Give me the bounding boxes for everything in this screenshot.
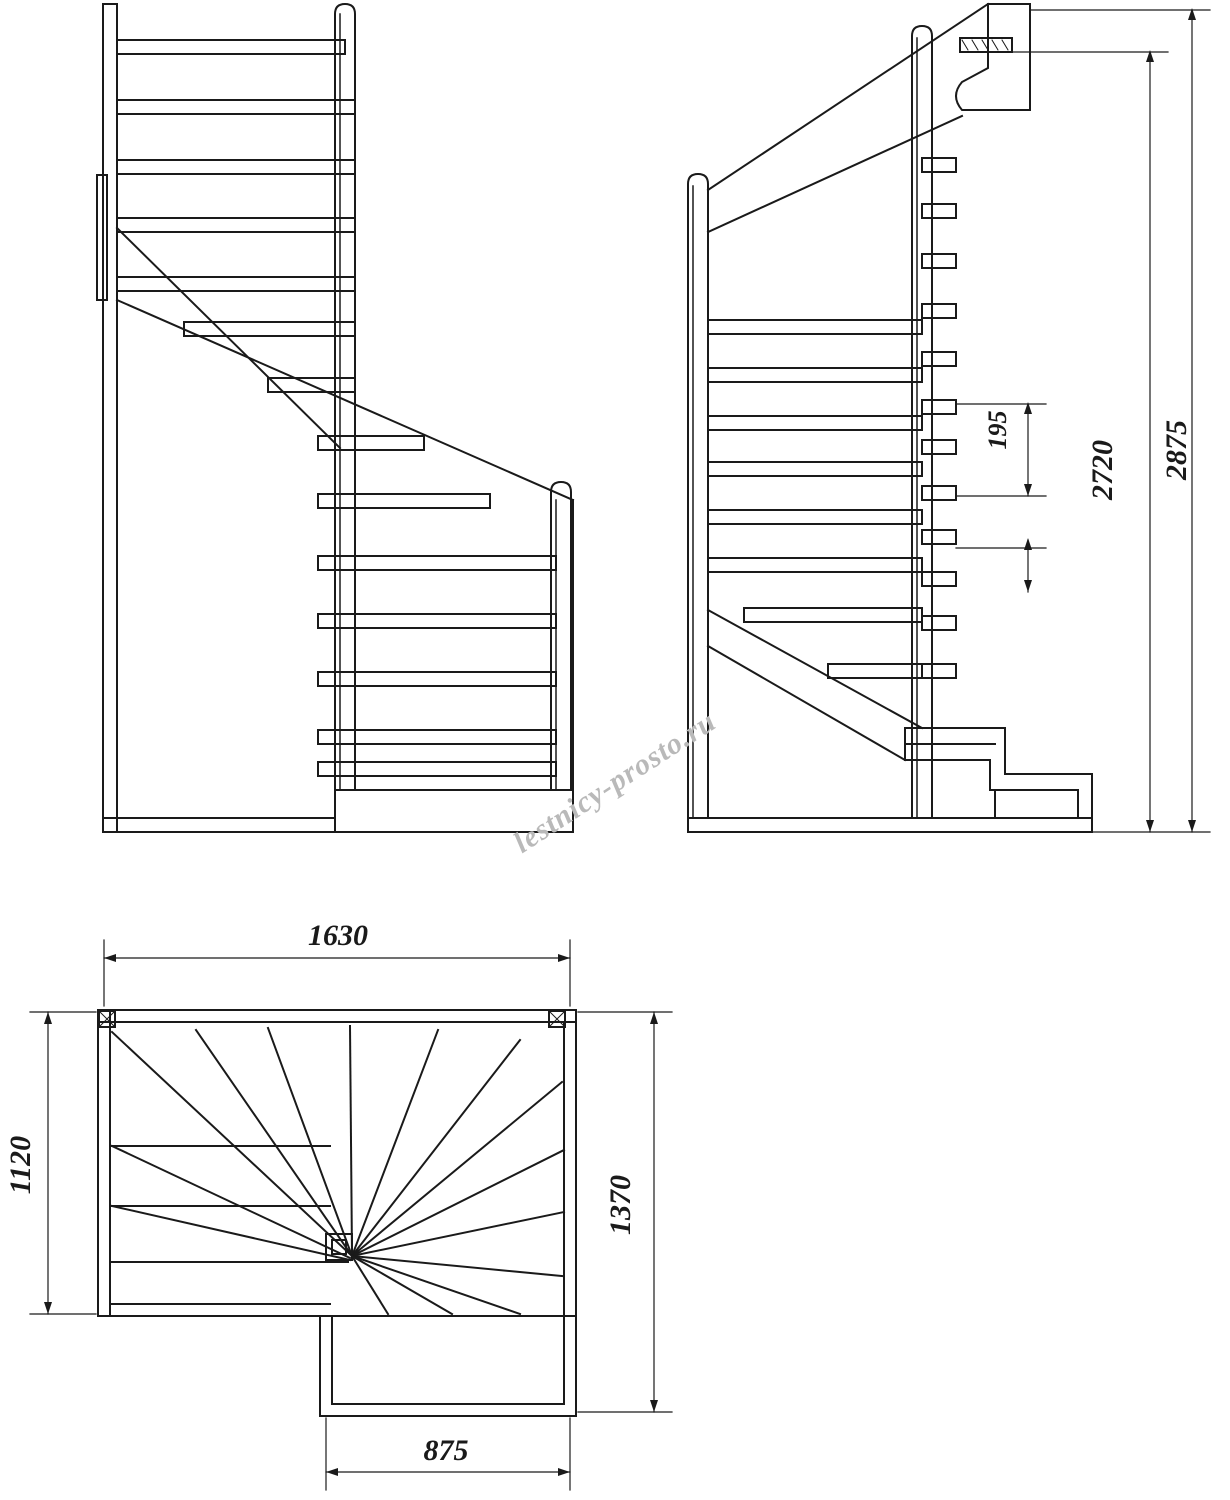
side-tread-3 <box>922 254 956 268</box>
side-soffit-upper <box>708 4 988 190</box>
plan-bottom-extension-inner <box>332 1316 564 1404</box>
dim-2720-label: 2720 <box>1086 440 1119 500</box>
plan-top-wall <box>98 1010 576 1022</box>
side-ceiling-slab <box>956 4 1030 110</box>
side-stringer <box>708 610 922 728</box>
dim-195-label: 195 <box>983 410 1012 450</box>
side-tread-8 <box>922 486 956 500</box>
plan-winder-treads <box>112 1026 564 1314</box>
plan-right-wall <box>564 1022 576 1316</box>
side-soffit-lower <box>708 116 962 232</box>
front-rail-4 <box>117 218 355 232</box>
side-tread-11 <box>922 616 956 630</box>
dim-2875-label: 2875 <box>1160 420 1193 480</box>
front-tread-5 <box>318 556 556 570</box>
plan-view <box>98 1010 576 1416</box>
side-rail-8 <box>828 664 922 678</box>
front-tread-1 <box>184 322 355 336</box>
side-tread-4 <box>922 304 956 318</box>
side-rail-6 <box>708 558 922 572</box>
front-rail-5 <box>117 277 355 291</box>
side-rail-2 <box>708 368 922 382</box>
side-rail-3 <box>708 416 922 430</box>
front-tread-6 <box>318 614 556 628</box>
side-rail-7 <box>744 608 922 622</box>
side-floor <box>688 818 1092 832</box>
side-tread-10 <box>922 572 956 586</box>
plan-inner <box>110 1022 564 1316</box>
plan-bottom-extension <box>320 1316 576 1416</box>
side-rail-1 <box>708 320 922 334</box>
front-rail-3 <box>117 160 355 174</box>
side-rail-4 <box>708 462 922 476</box>
dim-875-label: 875 <box>423 1434 469 1467</box>
front-floor <box>103 818 335 832</box>
dim-1630-label: 1630 <box>308 919 368 952</box>
side-tread-9 <box>922 530 956 544</box>
side-tread-6 <box>922 400 956 414</box>
front-stringer-upper <box>117 300 573 500</box>
side-rail-5 <box>708 510 922 524</box>
side-view <box>688 4 1092 832</box>
plan-left-wall <box>98 1010 110 1316</box>
front-view <box>97 4 573 832</box>
front-rail-2 <box>117 100 355 114</box>
dim-1370-label: 1370 <box>604 1175 637 1235</box>
side-tread-12 <box>922 664 956 678</box>
front-left-post <box>103 4 117 832</box>
side-tread-7 <box>922 440 956 454</box>
front-stringer-diagonal <box>117 228 340 448</box>
front-tread-4 <box>318 494 490 508</box>
front-tread-9 <box>318 762 556 776</box>
dim-1120-label: 1120 <box>4 1135 37 1195</box>
front-rail-1 <box>117 40 345 54</box>
side-tread-2 <box>922 204 956 218</box>
side-tread-1 <box>922 158 956 172</box>
watermark: lestnicy-prosto.ru <box>507 704 722 860</box>
side-tread-5 <box>922 352 956 366</box>
front-tread-8 <box>318 730 556 744</box>
front-tread-7 <box>318 672 556 686</box>
